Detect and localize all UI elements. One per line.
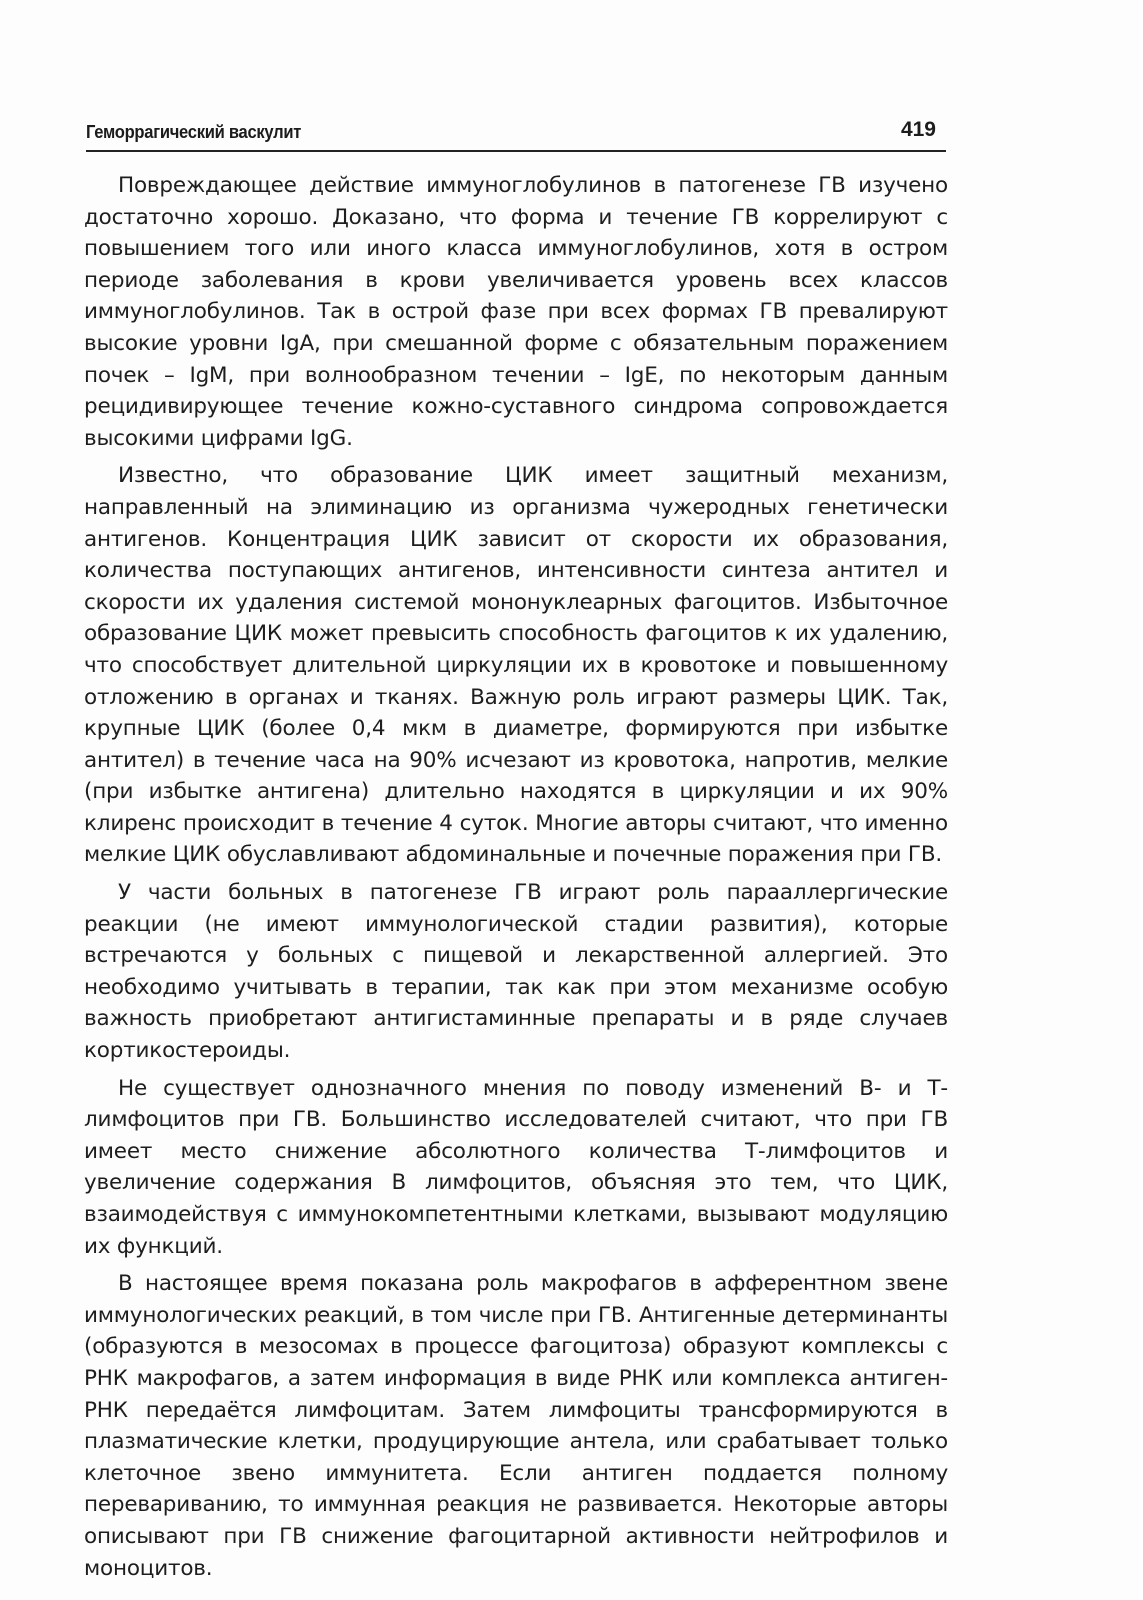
body-text <box>84 170 948 1590</box>
paragraph-immunoglobulins: Повреждающее действие иммуноглобулинов в патогенезе ГВ изучено достаточно хорошо. Доказано, что форма и течение ГВ коррелируют с повышением того или иного класса иммуноглобулинов, хотя в остром периоде заболевания в крови увеличивается уровень всех классов иммуноглобулинов. Так в острой фазе при всех формах ГВ превалируют высокие уровни IgA, при смешанной форме с обязательным поражением почек – IgM, при волнообразном течении – IgE, по некоторым данным рецидивирующее течение кожно-суставного синдрома сопровождается высокими цифрами IgG. <box>84 173 948 451</box>
paragraph-paraallergic: У части больных в патогенезе ГВ играют роль парааллергические реакции (не имеют иммунологической стадии развития), которые встречаются у больных с пищевой и лекарственной аллергией. Это необходимо учитывать в терапии, так как при этом механизме особую важность приобретают антигистаминные препараты и в ряде случаев кортикостероиды. <box>84 880 948 1064</box>
page-header <box>86 118 946 152</box>
paragraph-lymphocytes: Не существует однозначного мнения по поводу изменений В- и Т-лимфоцитов при ГВ. Большинство исследователей считают, что при ГВ имеет место снижение абсолютного количества Т-лимфоцитов и увеличение содержания В лимфоцитов, объясняя это тем, что ЦИК, взаимодействуя с иммунокомпетентными клетками, вызывают модуляцию их функций. <box>84 1075 948 1259</box>
paragraph-macrophages: В настоящее время показана роль макрофагов в афферентном звене иммунологических реакций, в том числе при ГВ. Антигенные детерминанты (образуются в мезосомах в процессе фагоцитоза) образуют комплексы с РНК макрофагов, а затем информация в виде РНК или комплекса антиген-РНК передаётся лимфоцитам. Затем лимфоциты трансформируются в плазматические клетки, продуцирующие антела, или срабатывает только клеточное звено иммунитета. Если антиген поддается полному перевариванию, то иммунная реакция не развивается. Некоторые авторы описывают при ГВ снижение фагоцитарной активности нейтрофилов и моноцитов. <box>84 1271 948 1581</box>
page-number: 419 <box>900 118 936 141</box>
running-title: Геморрагический васкулит <box>86 122 302 142</box>
paragraph-cik: Известно, что образование ЦИК имеет защитный механизм, направленный на элиминацию из организма чужеродных генетически антигенов. Концентрация ЦИК зависит от скорости их образования, количества поступающих антигенов, интенсивности синтеза антител и скорости их удаления системой мононуклеарных фагоцитов. Избыточное образование ЦИК может превысить способность фагоцитов к их удалению, что способствует длительной циркуляции их в кровотоке и повышенному отложению в органах и тканях. Важную роль играют размеры ЦИК. Так, крупные ЦИК (более 0,4 мкм в диаметре, формируются при избытке антител) в течение часа на 90% исчезают из кровотока, напротив, мелкие (при избытке антигена) длительно находятся в циркуляции и их 90% клиренс происходит в течение 4 суток. Многие авторы считают, что именно мелкие ЦИК обуславливают абдоминальные и почечные поражения при ГВ. <box>84 463 948 868</box>
